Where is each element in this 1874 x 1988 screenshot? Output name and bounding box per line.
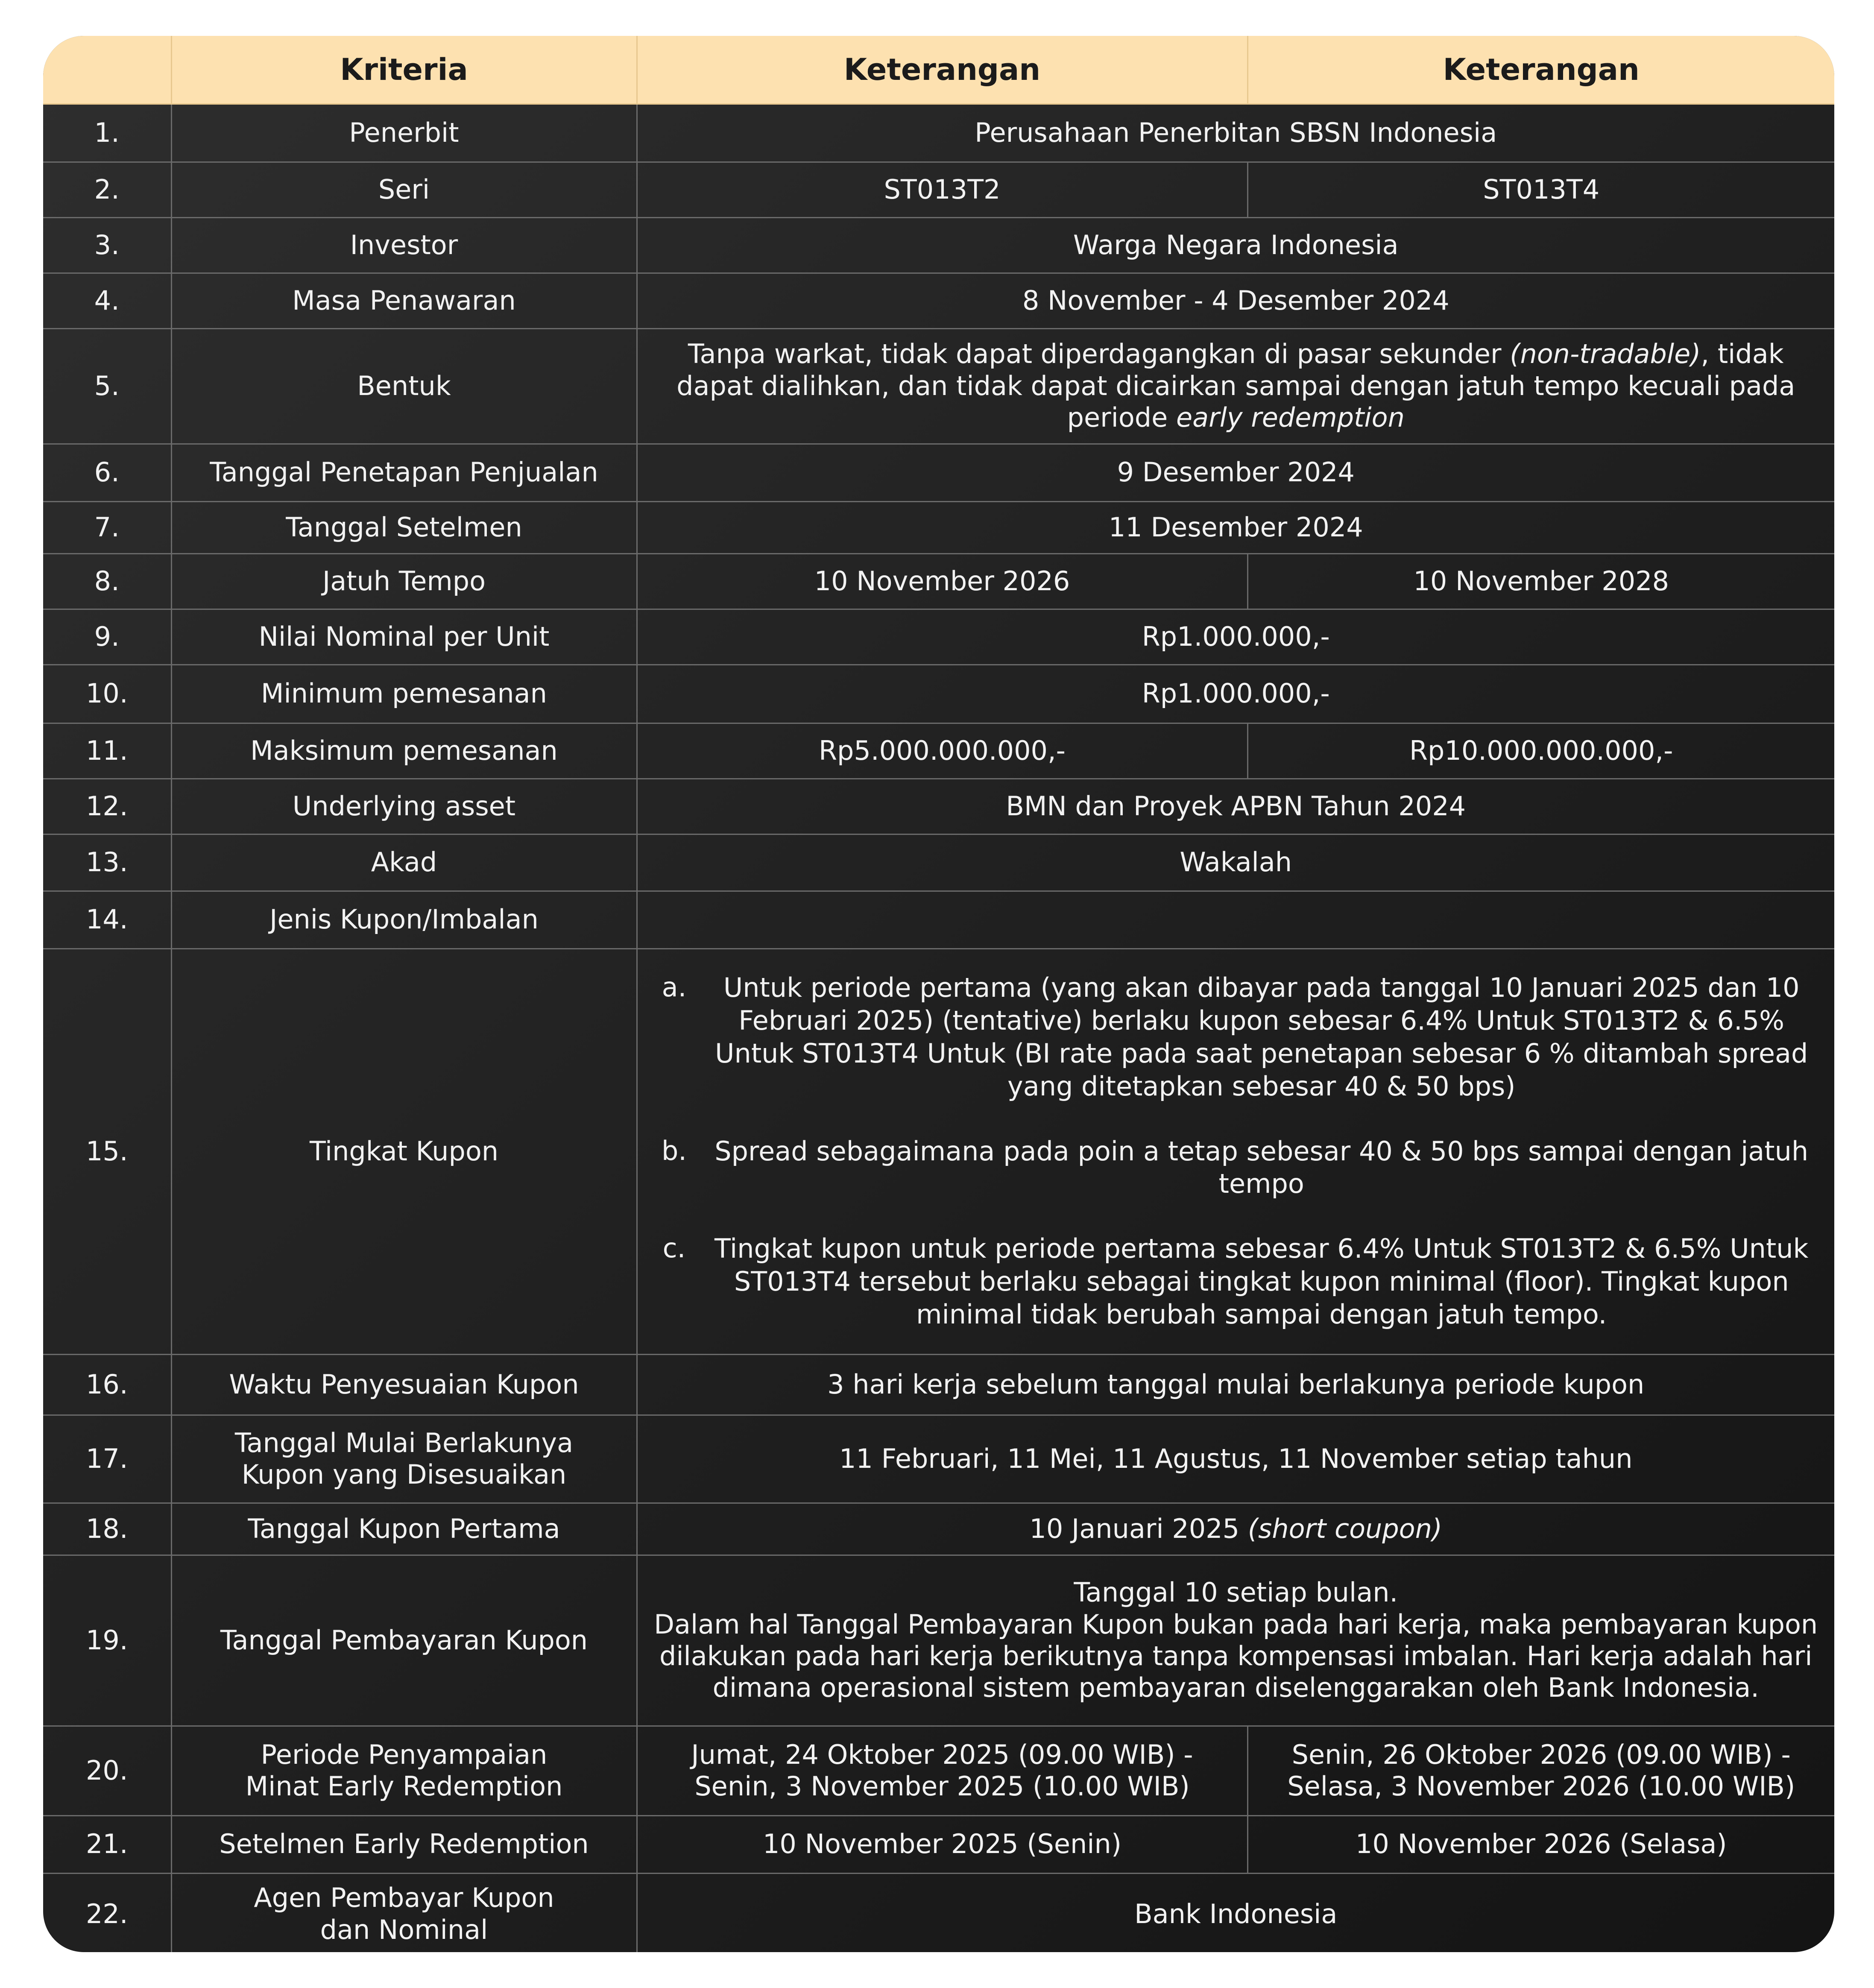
label-line: dan Nominal bbox=[320, 1914, 488, 1945]
row-label: Maksimum pemesanan bbox=[171, 723, 637, 779]
row-label: Tanggal Penetapan Penjualan bbox=[171, 444, 637, 501]
row-number: 7. bbox=[43, 501, 171, 553]
form-text-italic-1: (non-tradable) bbox=[1510, 338, 1701, 370]
row-label: Akad bbox=[171, 834, 637, 891]
coupon-rate-list bbox=[649, 972, 1824, 1331]
row-value-b: ST013T4 bbox=[1247, 162, 1834, 217]
row-number: 6. bbox=[43, 444, 171, 501]
label-line: Minat Early Redemption bbox=[245, 1771, 563, 1802]
row-number: 8. bbox=[43, 553, 171, 609]
row-value: 8 November - 4 Desember 2024 bbox=[637, 273, 1834, 328]
label-line: Kupon yang Disesuaikan bbox=[241, 1459, 567, 1490]
row-label bbox=[171, 1415, 637, 1503]
row-value-b: 10 November 2028 bbox=[1247, 553, 1834, 609]
row-number: 2. bbox=[43, 162, 171, 217]
list-text: Untuk periode pertama (yang akan dibayar pada tanggal 10 Januari 2025 dan 10 Februari 2025) (tentative) berlaku kupon sebesar 6.4% Untuk ST013T2 & 6.5% Untuk ST013T4 Untuk (BI rate pada saat penetapan sebesar 6 % ditambah spread yang ditetapkan sebesar 40 & 50 bps) bbox=[715, 972, 1808, 1102]
table-row bbox=[43, 949, 1834, 1354]
header-description-b: Keterangan bbox=[1247, 36, 1834, 104]
row-number: 20. bbox=[43, 1726, 171, 1815]
list-marker: a. bbox=[662, 972, 687, 1003]
row-value: BMN dan Proyek APBN Tahun 2024 bbox=[637, 779, 1834, 834]
row-number: 17. bbox=[43, 1415, 171, 1503]
row-number: 19. bbox=[43, 1555, 171, 1726]
row-label: Underlying asset bbox=[171, 779, 637, 834]
table-row bbox=[43, 553, 1834, 609]
row-number: 4. bbox=[43, 273, 171, 328]
row-number: 16. bbox=[43, 1354, 171, 1415]
sbn-terms-table-card bbox=[43, 36, 1834, 1952]
table-row bbox=[43, 162, 1834, 217]
row-number: 13. bbox=[43, 834, 171, 891]
row-label: Tanggal Kupon Pertama bbox=[171, 1503, 637, 1555]
row-value bbox=[637, 1555, 1834, 1726]
row-label: Waktu Penyesuaian Kupon bbox=[171, 1354, 637, 1415]
row-value: 11 Desember 2024 bbox=[637, 501, 1834, 553]
label-line: Agen Pembayar Kupon bbox=[254, 1882, 554, 1914]
value-line: Jumat, 24 Oktober 2025 (09.00 WIB) - bbox=[691, 1739, 1193, 1770]
row-value: Perusahaan Penerbitan SBSN Indonesia bbox=[637, 104, 1834, 162]
row-number: 21. bbox=[43, 1815, 171, 1873]
row-value-a bbox=[637, 1726, 1247, 1815]
table-row bbox=[43, 104, 1834, 162]
list-text: Tingkat kupon untuk periode pertama sebesar 6.4% Untuk ST013T2 & 6.5% Untuk ST013T4 tersebut berlaku sebagai tingkat kupon minimal (floor). Tingkat kupon minimal tidak berubah sampai dengan jatuh tempo. bbox=[714, 1233, 1809, 1330]
table-header-row bbox=[43, 36, 1834, 104]
row-value-a: 10 November 2026 bbox=[637, 553, 1247, 609]
row-value-a: ST013T2 bbox=[637, 162, 1247, 217]
row-number: 18. bbox=[43, 1503, 171, 1555]
table-row bbox=[43, 217, 1834, 273]
row-label: Penerbit bbox=[171, 104, 637, 162]
row-value-b bbox=[1247, 1726, 1834, 1815]
first-coupon-date: 10 Januari 2025 bbox=[1029, 1513, 1248, 1544]
row-number: 3. bbox=[43, 217, 171, 273]
first-coupon-note: (short coupon) bbox=[1247, 1513, 1443, 1544]
row-value-a: 10 November 2025 (Senin) bbox=[637, 1815, 1247, 1873]
table-row bbox=[43, 779, 1834, 834]
row-value: 3 hari kerja sebelum tanggal mulai berlakunya periode kupon bbox=[637, 1354, 1834, 1415]
table-row bbox=[43, 444, 1834, 501]
row-value bbox=[637, 1503, 1834, 1555]
table-row bbox=[43, 1354, 1834, 1415]
header-criteria: Kriteria bbox=[171, 36, 637, 104]
row-value bbox=[637, 328, 1834, 444]
table-row bbox=[43, 1726, 1834, 1815]
row-label: Jenis Kupon/Imbalan bbox=[171, 891, 637, 949]
list-text: Spread sebagaimana pada poin a tetap sebesar 40 & 50 bps sampai dengan jatuh tempo bbox=[714, 1135, 1809, 1200]
row-value: Rp1.000.000,- bbox=[637, 609, 1834, 665]
row-value: Wakalah bbox=[637, 834, 1834, 891]
table-row bbox=[43, 501, 1834, 553]
row-number: 1. bbox=[43, 104, 171, 162]
table-row bbox=[43, 1415, 1834, 1503]
row-label bbox=[171, 1726, 637, 1815]
row-label: Seri bbox=[171, 162, 637, 217]
table-row bbox=[43, 665, 1834, 723]
table-row bbox=[43, 273, 1834, 328]
row-label: Bentuk bbox=[171, 328, 637, 444]
form-text-2: , tidak dapat dialihkan, dan tidak dapat dicairkan sampai dengan jatuh tempo kecuali pada periode bbox=[676, 338, 1795, 433]
row-label: Setelmen Early Redemption bbox=[171, 1815, 637, 1873]
header-description-a: Keterangan bbox=[637, 36, 1247, 104]
value-line: Selasa, 3 November 2026 (10.00 WIB) bbox=[1287, 1771, 1795, 1802]
row-value: Bank Indonesia bbox=[637, 1873, 1834, 1952]
list-item bbox=[649, 1135, 1824, 1201]
row-label: Jatuh Tempo bbox=[171, 553, 637, 609]
row-value: 9 Desember 2024 bbox=[637, 444, 1834, 501]
row-value: Rp1.000.000,- bbox=[637, 665, 1834, 723]
table-row bbox=[43, 1873, 1834, 1952]
row-value-b: Rp10.000.000.000,- bbox=[1247, 723, 1834, 779]
row-number: 9. bbox=[43, 609, 171, 665]
coupon-rate-list-cell bbox=[637, 949, 1834, 1354]
row-label: Tingkat Kupon bbox=[171, 949, 637, 1354]
payment-date-note: Dalam hal Tanggal Pembayaran Kupon bukan pada hari kerja, maka pembayaran kupon dilakukan pada hari kerja berikutnya tanpa kompensasi imbalan. Hari kerja adalah hari dimana operasional sistem pembayaran diselenggarakan oleh Bank Indonesia. bbox=[654, 1608, 1818, 1704]
row-value bbox=[637, 891, 1834, 949]
list-item bbox=[649, 972, 1824, 1103]
table-row bbox=[43, 1555, 1834, 1726]
table-row bbox=[43, 609, 1834, 665]
row-label bbox=[171, 1873, 637, 1952]
list-marker: b. bbox=[661, 1135, 687, 1166]
row-value: 11 Februari, 11 Mei, 11 Agustus, 11 November setiap tahun bbox=[637, 1415, 1834, 1503]
row-number: 22. bbox=[43, 1873, 171, 1952]
label-line: Tanggal Mulai Berlakunya bbox=[234, 1427, 574, 1458]
value-line: Senin, 26 Oktober 2026 (09.00 WIB) - bbox=[1291, 1739, 1791, 1770]
row-number: 15. bbox=[43, 949, 171, 1354]
form-text-italic-2: early redemption bbox=[1176, 402, 1405, 433]
table-row bbox=[43, 891, 1834, 949]
row-label: Investor bbox=[171, 217, 637, 273]
row-label: Masa Penawaran bbox=[171, 273, 637, 328]
row-value-a: Rp5.000.000.000,- bbox=[637, 723, 1247, 779]
row-label: Nilai Nominal per Unit bbox=[171, 609, 637, 665]
row-value-b: 10 November 2026 (Selasa) bbox=[1247, 1815, 1834, 1873]
row-number: 14. bbox=[43, 891, 171, 949]
row-number: 5. bbox=[43, 328, 171, 444]
row-label: Minimum pemesanan bbox=[171, 665, 637, 723]
row-value: Warga Negara Indonesia bbox=[637, 217, 1834, 273]
header-number-cell bbox=[43, 36, 171, 104]
list-marker: c. bbox=[662, 1233, 686, 1264]
sbn-terms-table bbox=[43, 36, 1834, 1952]
label-line: Periode Penyampaian bbox=[261, 1739, 548, 1770]
table-row bbox=[43, 834, 1834, 891]
row-label: Tanggal Pembayaran Kupon bbox=[171, 1555, 637, 1726]
list-item bbox=[649, 1233, 1824, 1331]
table-row bbox=[43, 1503, 1834, 1555]
table-row bbox=[43, 723, 1834, 779]
form-text-1: Tanpa warkat, tidak dapat diperdagangkan di pasar sekunder bbox=[688, 338, 1510, 370]
table-row bbox=[43, 1815, 1834, 1873]
row-number: 10. bbox=[43, 665, 171, 723]
row-number: 11. bbox=[43, 723, 171, 779]
payment-date-line: Tanggal 10 setiap bulan. bbox=[1074, 1577, 1398, 1608]
row-label: Tanggal Setelmen bbox=[171, 501, 637, 553]
table-row bbox=[43, 328, 1834, 444]
value-line: Senin, 3 November 2025 (10.00 WIB) bbox=[694, 1771, 1190, 1802]
row-number: 12. bbox=[43, 779, 171, 834]
